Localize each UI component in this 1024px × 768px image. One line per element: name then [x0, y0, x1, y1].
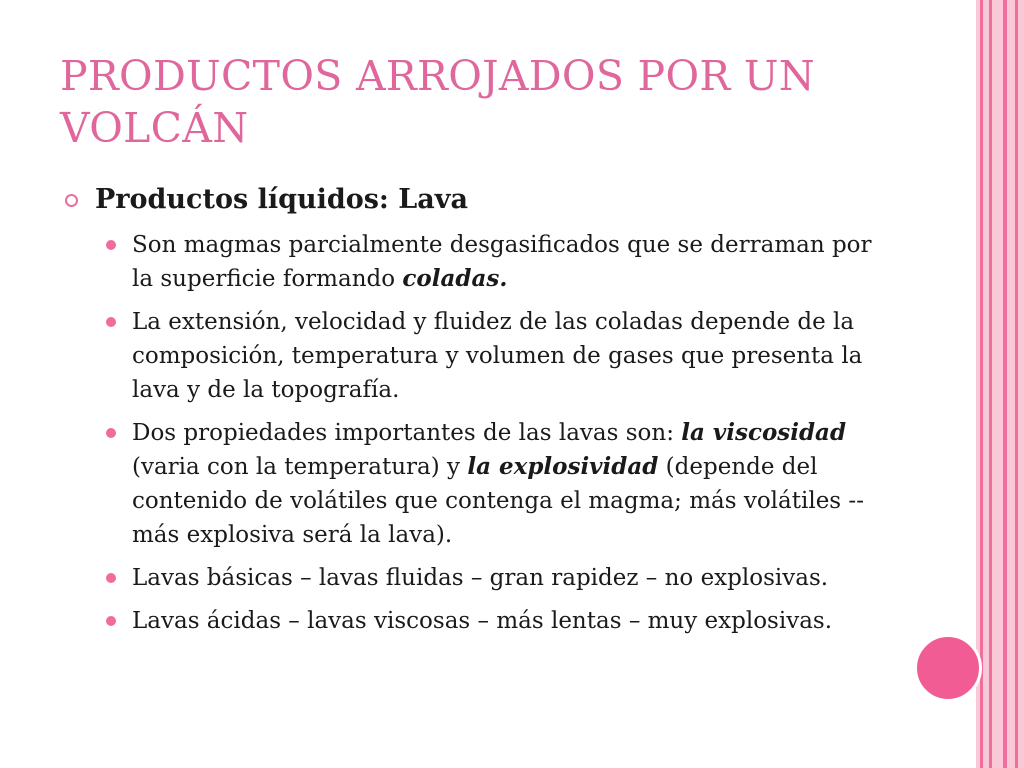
slide-body	[62, 182, 892, 647]
dot-bullet-icon	[106, 240, 116, 250]
decorative-stripe	[980, 0, 983, 768]
emphasis-text: la explosividad	[467, 453, 659, 480]
bullet-text: La extensión, velocidad y fluidez de las coladas depende de la composición, temperatura y volumen de gases que presenta la lava y de la topografía.	[132, 309, 863, 403]
list-item	[62, 604, 892, 638]
section-heading: Productos líquidos: Lava	[95, 184, 468, 215]
bullet-text: Son magmas parcialmente desgasificados que se derraman por la superficie formando	[132, 232, 872, 292]
bullet-text: Lavas ácidas – lavas viscosas – más lentas – muy explosivas.	[132, 608, 833, 634]
slide-title: PRODUCTOS ARROJADOS POR UN VOLCÁN	[60, 52, 815, 152]
list-item	[62, 416, 892, 552]
bullet-text: Dos propiedades importantes de las lavas son:	[132, 420, 682, 446]
bullet-list	[62, 228, 892, 638]
dot-bullet-icon	[106, 317, 116, 327]
list-item	[62, 228, 892, 296]
decorative-stripe	[989, 0, 992, 768]
dot-bullet-icon	[106, 428, 116, 438]
main-bullet	[62, 182, 892, 218]
bullet-text: Lavas básicas – lavas fluidas – gran rapidez – no explosivas.	[132, 565, 829, 591]
bullet-text: (depende del contenido de volátiles que contenga el magma; más volátiles -- más explosiva será la lava).	[132, 454, 864, 548]
emphasis-text: la viscosidad	[681, 419, 847, 446]
dot-bullet-icon	[106, 616, 116, 626]
list-item	[62, 561, 892, 595]
dot-bullet-icon	[106, 573, 116, 583]
decorative-stripe	[1003, 0, 1007, 768]
ring-bullet-icon	[65, 194, 78, 207]
emphasis-text: coladas.	[402, 265, 508, 292]
decorative-circle-icon	[914, 634, 982, 702]
bullet-text: (varia con la temperatura) y	[132, 454, 468, 480]
list-item	[62, 305, 892, 407]
decorative-stripe	[1015, 0, 1018, 768]
